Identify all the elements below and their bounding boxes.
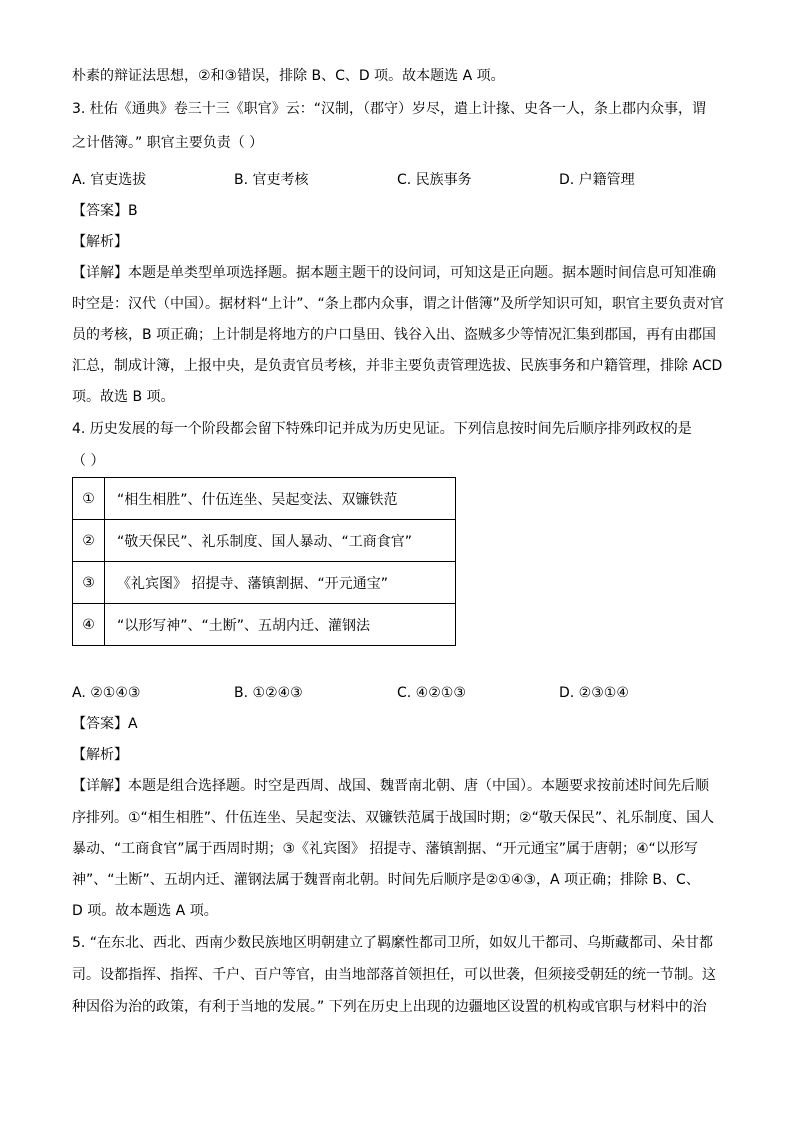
row-number: ④ (73, 604, 105, 646)
q3-option-c: C. 民族事务 (397, 172, 472, 188)
q4-info-table (72, 477, 456, 646)
q4-option-d: D. ②③①④ (559, 685, 629, 701)
q4-option-a: A. ②①④③ (72, 685, 141, 701)
row-number: ③ (73, 562, 105, 604)
q5-stem-line: 种因俗为治的政策，有利于当地的发展。” 下列在历史上出现的边疆地区设置的机构或官职与材料中的治 (72, 999, 707, 1015)
table-row (73, 562, 456, 604)
q4-detail-line: D 项。故本题选 A 项。 (72, 903, 218, 919)
q4-detail-line: 序排列。①“相生相胜”、什伍连坐、吴起变法、双镰铁范属于战国时期；②“敬天保民”、礼乐制度、国人 (72, 810, 715, 826)
q4-option-c: C. ④②①③ (397, 685, 466, 701)
table-row (73, 604, 456, 646)
row-text: 《礼宾图》 招提寺、藩镇割据、“开元通宝” (105, 562, 456, 604)
q3-stem-line2: 之计偕簿。” 职官主要负责（ ） (72, 135, 264, 151)
q4-detail-line: 【详解】本题是组合选择题。时空是西周、战国、魏晋南北朝、唐（中国）。本题要求按前述时间先后顺 (72, 778, 709, 794)
q4-option-b: B. ①②④③ (234, 685, 303, 701)
q4-stem-line1: 4. 历史发展的每一个阶段都会留下特殊印记并成为历史见证。下列信息按时间先后顺序排列政权的是 (72, 421, 692, 437)
intro-line: 朴素的辩证法思想，②和③错误，排除 B、C、D 项。故本题选 A 项。 (72, 68, 505, 84)
q3-option-d: D. 户籍管理 (559, 172, 635, 188)
q3-detail-line: 项。故选 B 项。 (72, 389, 175, 405)
q5-stem-line: 司。设都指挥、指挥、千户、百户等官，由当地部落首领担任，可以世袭，但须接受朝廷的统一节制。这 (72, 967, 716, 983)
q4-detail-line: 暴动、“工商食官”属于西周时期；③《礼宾图》 招提寺、藩镇割据、“开元通宝”属于唐朝；④“以形写 (72, 841, 698, 857)
table-row (73, 520, 456, 562)
q4-stem-line2: （ ） (72, 453, 105, 469)
q5-stem-line: 5. “在东北、西北、西南少数民族地区明朝建立了羁縻性都司卫所，如奴儿干都司、乌斯藏都司、朵甘都 (72, 935, 714, 951)
row-text: “敬天保民”、礼乐制度、国人暴动、“工商食官” (105, 520, 456, 562)
q3-analysis-label: 【解析】 (72, 234, 128, 250)
row-text: “相生相胜”、什伍连坐、吴起变法、双镰铁范 (105, 478, 456, 520)
q3-detail-line: 【详解】本题是单类型单项选择题。据本题主题干的设问词，可知这是正向题。据本题时间信息可知准确 (72, 265, 716, 281)
row-text: “以形写神”、“土断”、五胡内迁、灌钢法 (105, 604, 456, 646)
q3-detail-line: 员的考核，B 项正确；上计制是将地方的户口垦田、钱谷入出、盗贼多少等情况汇集到郡国，再有由郡国 (72, 327, 717, 343)
q4-answer: 【答案】A (72, 716, 138, 732)
row-number: ① (73, 478, 105, 520)
q3-stem-line1: 3. 杜佑《通典》卷三十三《职官》云：“汉制，（郡守）岁尽，遣上计掾、史各一人，条上郡内众事，谓 (72, 101, 707, 117)
q3-detail-line: 汇总，制成计簿，上报中央，是负责官员考核，并非主要负责管理选拔、民族事务和户籍管理，排除 ACD (72, 358, 723, 374)
q3-answer: 【答案】B (72, 203, 138, 219)
q4-analysis-label: 【解析】 (72, 747, 128, 763)
table-row (73, 478, 456, 520)
q4-detail-line: 神”、“土断”、五胡内迁、灌钢法属于魏晋南北朝。时间先后顺序是②①④③，A 项正确；排除 B、C、 (72, 872, 700, 888)
q3-detail-line: 时空是：汉代（中国）。据材料“上计”、“条上郡内众事，谓之计偕簿”及所学知识可知，职官主要负责对官 (72, 296, 725, 312)
row-number: ② (73, 520, 105, 562)
q3-option-a: A. 官吏选拔 (72, 172, 147, 188)
q3-option-b: B. 官吏考核 (234, 172, 309, 188)
